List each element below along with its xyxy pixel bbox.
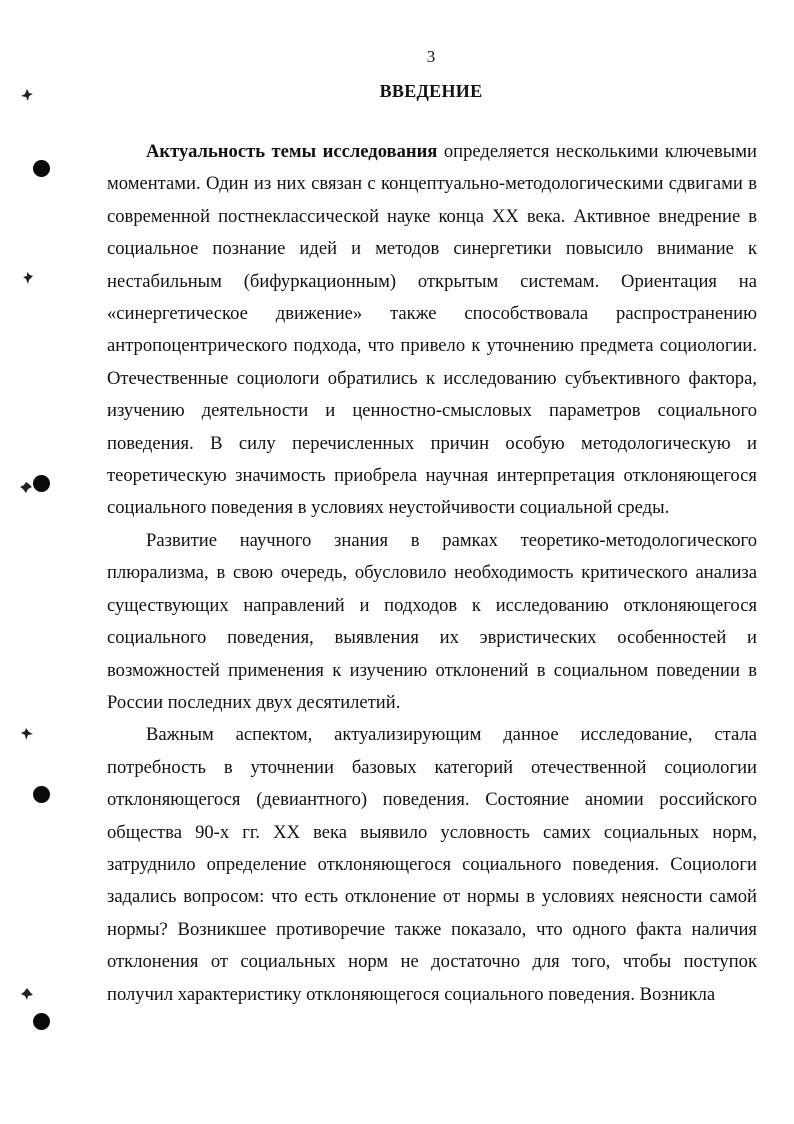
- page-number: 3: [426, 47, 436, 66]
- scan-speck: [20, 987, 34, 1001]
- relevance-text: определяется несколькими ключевыми моментами. Один из них связан с концептуально-методологическими сдвигами в современной постнеклассической науке конца XX века. Активное внедрение в социальное познание идей и методов синергетики повысило внимание к нестабильным (бифуркационным) открытым системам. Ориентация на «синергетическое движение» также способствовала распространению антропоцентрического подхода, что привело к уточнению предмета социологии. Отечественные социологи обратились к исследованию субъективного фактора, изучению деятельности и ценностно-смысловых параметров социального поведения. В силу перечисленных причин особую методологическую и теоретическую значимость приобрела научная интерпретация отклоняющегося социального поведения в условиях неустойчивости социальной среды.: [107, 141, 758, 519]
- binder-hole: [33, 160, 50, 177]
- paragraph-categories: Важным аспектом, актуализирующим данное исследование, стала потребность в уточнении базовых категорий отечественной социологии отклоняющегося (девиантного) поведения. Состояние аномии российского общества 90-х гг. XX века выявило условность самих социальных норм, затруднило определение отклоняющегося социального поведения. Социологи задались вопросом: что есть отклонение от нормы в условиях неясности самой нормы? Возникшее противоречие также показало, что одного факта наличия отклонения от социальных норм не достаточно для того, чтобы поступок получил характеристику отклоняющегося социального поведения. Возникла: [107, 724, 757, 1005]
- binder-hole: [33, 1013, 50, 1030]
- paragraph-pluralism: Развитие научного знания в рамках теоретико-методологического плюрализма, в свою очередь, обусловило необходимость критического анализа существующих направлений и подходов к исследованию отклоняющегося социального поведения, выявления их эвристических особенностей и возможностей применения к изучению отклонений в социальном поведении в России последних двух десятилетий.: [107, 529, 757, 713]
- scan-speck: [20, 727, 34, 741]
- relevance-lead: Актуальность темы исследования: [146, 141, 438, 162]
- scan-speck: [21, 271, 35, 285]
- body-text: [107, 136, 757, 1011]
- scan-speck: [20, 88, 34, 102]
- binder-hole: [33, 786, 50, 803]
- scan-speck: [19, 480, 33, 494]
- page-title: ВВЕДЕНИЕ: [379, 81, 483, 101]
- paragraph-relevance: [107, 136, 757, 525]
- binder-hole: [33, 475, 50, 492]
